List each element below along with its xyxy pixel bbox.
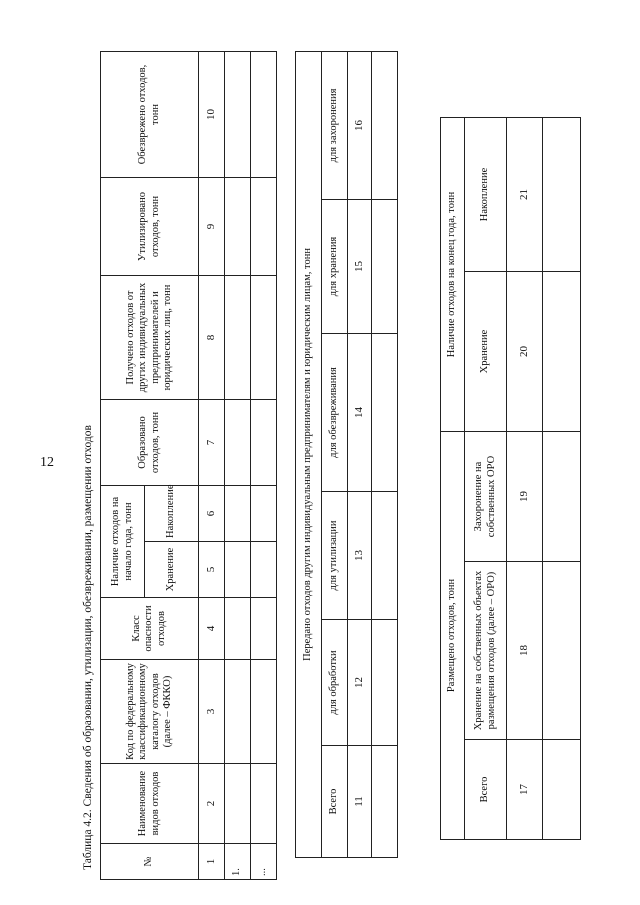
- table-cell: [225, 598, 251, 660]
- header-burial-own-oro: Захоронение на собственных ОРО: [465, 432, 507, 562]
- table-cell: [251, 276, 277, 400]
- table-caption: Таблица 4.2. Сведения об образовании, утилизации, обезвреживании, размещении отходов: [82, 425, 94, 870]
- row-label: ...: [251, 844, 277, 880]
- header-fkko-code: Код по федеральному классификационному каталогу отходов (далее – ФККО): [101, 660, 199, 764]
- table-2: [295, 51, 398, 858]
- col-number: 1: [199, 844, 225, 880]
- col-number: 11: [348, 746, 372, 858]
- row-label: 1.: [225, 844, 251, 880]
- header-number: №: [101, 844, 199, 880]
- table-cell: [225, 52, 251, 178]
- table-cell: [251, 486, 277, 542]
- header-storage-own-oro: Хранение на собственных объектах размещения отходов (далее – ОРО): [465, 562, 507, 740]
- col-number: 5: [199, 542, 225, 598]
- header-total: Всего: [465, 740, 507, 840]
- table-cell: [251, 660, 277, 764]
- col-number: 6: [199, 486, 225, 542]
- table-cell: [251, 52, 277, 178]
- col-number: 15: [348, 200, 372, 334]
- header-formed: Образовано отходов, тонн: [101, 400, 199, 486]
- header-total: Всего: [322, 746, 348, 858]
- table-cell: [251, 178, 277, 276]
- header-waste-name: Наименование видов отходов: [101, 764, 199, 844]
- table-cell: [543, 432, 581, 562]
- header-for-storage: для хранения: [322, 200, 348, 334]
- header-start-of-year: Наличие отходов на начало года, тонн: [101, 486, 145, 598]
- col-number: 12: [348, 620, 372, 746]
- table-cell: [372, 746, 398, 858]
- table-cell: [372, 200, 398, 334]
- table-cell: [543, 562, 581, 740]
- header-start-accumulation: Накопление: [145, 486, 199, 542]
- header-placed-group: Размещено отходов, тонн: [441, 432, 465, 840]
- table-cell: [251, 598, 277, 660]
- col-number: 20: [507, 272, 543, 432]
- header-for-neutralization: для обезвреживания: [322, 334, 348, 492]
- table-cell: [225, 178, 251, 276]
- col-number: 4: [199, 598, 225, 660]
- col-number: 2: [199, 764, 225, 844]
- table-cell: [225, 400, 251, 486]
- header-hazard-class: Класс опасности отходов: [101, 598, 199, 660]
- col-number: 19: [507, 432, 543, 562]
- table-cell: [225, 486, 251, 542]
- col-number: 3: [199, 660, 225, 764]
- col-number: 14: [348, 334, 372, 492]
- table-cell: [225, 764, 251, 844]
- col-number: 9: [199, 178, 225, 276]
- table-cell: [251, 542, 277, 598]
- col-number: 7: [199, 400, 225, 486]
- header-start-storage: Хранение: [145, 542, 199, 598]
- table-cell: [251, 764, 277, 844]
- header-for-utilization: для утилизации: [322, 492, 348, 620]
- table-cell: [225, 660, 251, 764]
- table-cell: [372, 620, 398, 746]
- col-number: 17: [507, 740, 543, 840]
- table-cell: [372, 51, 398, 199]
- table-1: [100, 51, 277, 880]
- header-received: Получено отходов от других индивидуальных предпринимателей и юридических лиц, тонн: [101, 276, 199, 400]
- table-cell: [225, 542, 251, 598]
- header-transferred-group: Передано отходов другим индивидуальным предпринимателям и юридическим лицам, тонн: [296, 51, 322, 857]
- header-utilized: Утилизировано отходов, тонн: [101, 178, 199, 276]
- table-3: [440, 117, 581, 840]
- col-number: 8: [199, 276, 225, 400]
- table-cell: [543, 117, 581, 271]
- col-number: 16: [348, 51, 372, 199]
- header-for-processing: для обработки: [322, 620, 348, 746]
- header-neutralized: Обезврежено отходов, тонн: [101, 52, 199, 178]
- table-cell: [225, 276, 251, 400]
- table-cell: [543, 272, 581, 432]
- header-for-burial: для захоронения: [322, 51, 348, 199]
- table-cell: [372, 334, 398, 492]
- col-number: 13: [348, 492, 372, 620]
- table-cell: [251, 400, 277, 486]
- table-cell: [372, 492, 398, 620]
- header-end-storage: Хранение: [465, 272, 507, 432]
- col-number: 10: [199, 52, 225, 178]
- header-end-of-year-group: Наличие отходов на конец года, тонн: [441, 117, 465, 431]
- col-number: 21: [507, 117, 543, 271]
- page-number: 12: [40, 455, 54, 470]
- col-number: 18: [507, 562, 543, 740]
- table-cell: [543, 740, 581, 840]
- header-end-accumulation: Накопление: [465, 117, 507, 271]
